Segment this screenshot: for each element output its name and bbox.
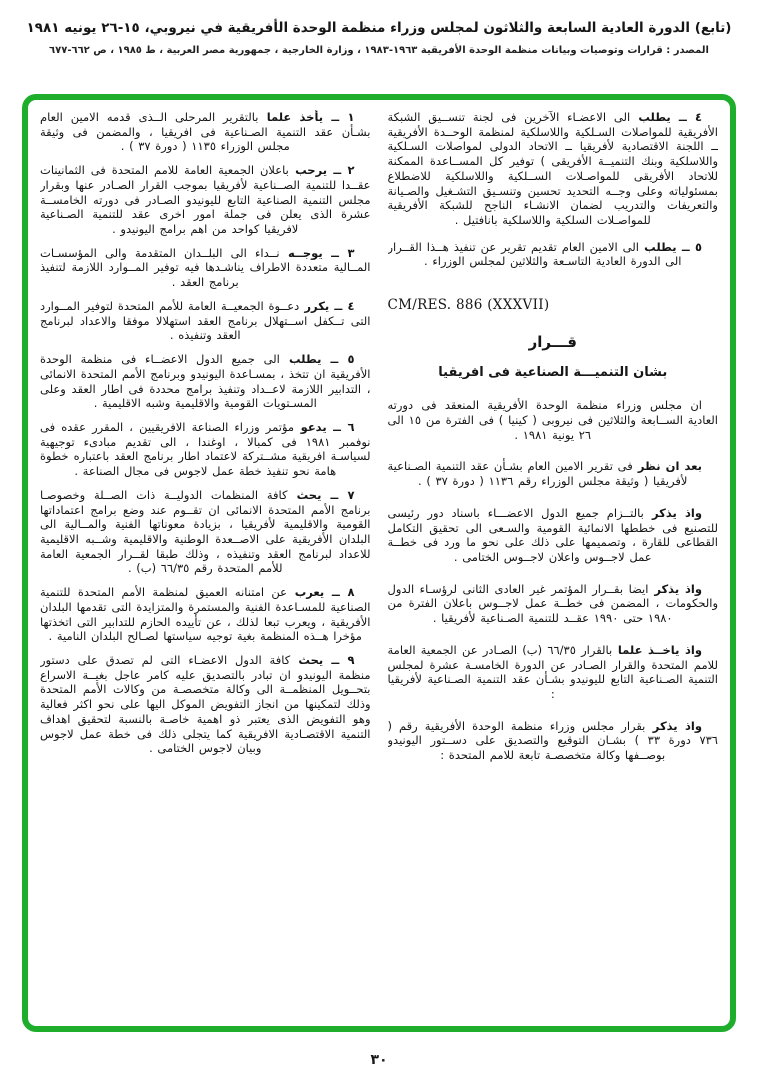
paragraph-9	[40, 653, 371, 756]
preamble-section	[388, 398, 719, 763]
paragraph-text: الى الامين العام تقديم تقرير عن تنفيذ هــذا القــرار الى الدورة العادية التاسـعة والثلاثين لمجلس الوزراء .	[387, 239, 682, 269]
paragraph-7	[40, 488, 371, 576]
paragraph-lead: ٧ ــ يحث	[296, 487, 355, 502]
header-source-line: المصدر : قرارات وتوصيات وبيانات منظمة الوحدة الأفريقية ١٩٦٣-١٩٨٣ ، وزارة الخارجية ، جمهورية مصر العربية ، ط ١٩٨٥ ، ص ٦٦٢-٦٧٧	[49, 45, 709, 56]
paragraph-lead: ١ ــ يأخذ علما	[266, 110, 355, 124]
paragraph-text: كافة المنظمات الدوليــة ذات الصــلة وخصوصـا برنامج الأمم المتحدة الانمائى ان تقــوم عند وضع برامج اعتماداتها القومية والاقليمية لأفريقيا ، بزيادة معوناتها الفنية والمــالية الى البلدان الأفريقية على الاصــعدة الوطنية والاقليمية وشــبه الاقليمية للاعداد لبرنامج العقد وتنفيذه ، وذلك طبقا لقــرار الجمعية العامة للأمم المتحدة رقم ٦٦/٣٥ (ب) .	[40, 487, 371, 576]
preamble-paragraph	[388, 582, 719, 626]
paragraph-text: بالتقرير المرحلى الــذى قدمه الامين العام بشـأن عقد التنمية الصـناعية فى افريقيا ، والمضمن فى وثيقة مجلس الوزراء ١١٣٥ ( دورة ٣٧ ) .	[40, 110, 371, 154]
paragraph-lead: ٢ ــ يرحب	[295, 163, 355, 178]
preamble-paragraph	[388, 398, 719, 442]
paragraph-1	[40, 110, 371, 154]
preamble-paragraph	[388, 643, 719, 702]
paragraph-text: عن امتنانه العميق لمنظمة الأمم المتحدة للتنمية الصناعية للمسـاعدة الفنية والمستمرة والمتزايدة التى تقدمها البلدان الأفريقية ، ويعرب تبعا لذلك ، عن تأييده الحازم للتدابير التى اتخذتها مؤخرا هــذه المنظمة بغية توجيه سياستها لصـالح البلدان النامية .	[40, 585, 371, 644]
paragraph-text: دعــوة الجمعيــة العامة للأمم المتحدة لتوفير المــوارد التى تــكفل اســتهلال برنامج العقد استهلالا موفقا والاعداد لبرنامج العقد وتنفيذه .	[40, 298, 371, 343]
paragraph-text: الى الاعضـاء الآخرين فى لجنة تنســيق الشبكة الأفريقية للمواصلات السـلكية واللاسلكية لمنظمة الوحــدة الأفريقية ــ اللجنة الاقتصادية لأفريقيا ــ الاتحاد الدولى لمواصلات السـلكية واللاسلكية وبنك التنميــة الأفريقى ) توفير كل المســاعدة الممكنة للاتحاد الأفريقى للمواصـلات الســلكية واللاسلكية للاضطلاع بمسئولياته وعلى وجــه التحديد تحسين وتنسـيق التشـغيل والصـيانة والتعريفات والتدريب لضمان الانشـاء الناجح للشبكة الأفريقية للمواصـلات السلكية واللاسلكية بانافتيل .	[387, 110, 718, 228]
column-right	[388, 110, 719, 1018]
paragraph-text: بقرار مجلس وزراء منظمة الوحدة الأفريقية رقم ( ٧٣٦ دورة ٣٣ ) بشـان التوقيع والتصديق على دســتور اليونيدو بوصــفها وكالة متخصصـة تابعة للامم المتحدة :	[387, 718, 718, 763]
column-left	[40, 110, 371, 1018]
paragraph-lead: ٣ ــ يوجــه	[288, 245, 355, 260]
paragraph-lead: ٥ ــ يطلب	[289, 352, 355, 367]
paragraph-text: باعلان الجمعية العامة للامم المتحدة فى الثمانينات عقــدا للتنمية الصــناعية لأفريقيا بموجب القرار الصـادر عنها وبقرار مجلس التنمية الصناعية التابع لليونيدو الصـادر فى دورته الخامســة عشرة الذى يعلن فى جملة امور اخرى عقد للتنمية الصـناعية لافريقيا كواحد من اهم برامج اليونيدو .	[40, 163, 371, 237]
paragraph-text: كافة الدول الاعضـاء التى لم تصدق على دستور منظمة اليونيدو ان تبادر بالتصديق عليه كامر عاجل بغيــة الاسراع بتحــويل المنظمــة الى وكالة متخصصـة من وكالات الأمم المتحدة وذلك لتمكينها من انجاز التفويض الموكل اليها على نحو اكثر فعالية وهو التفويض الذى يعتبر ذو اهمية خاصـة بالنسبة لتحقيق اهداف التنمية الاقتصـادية الافريقية كما يتجلى ذلك فى خطة عمل لاجوس وبيان لاجوس الختامى .	[40, 653, 371, 756]
paragraph-lead: بعد ان نظر	[637, 459, 702, 474]
preamble-paragraph	[388, 506, 719, 565]
header-session-title: (تابع) الدورة العادية السابعة والثلاثون لمجلس وزراء منظمة الوحدة الأفريقية في نيروبي، ١٥-٢٦ يونيه ١٩٨١	[26, 20, 732, 36]
resolution-title: قـــرار	[528, 333, 577, 352]
paragraph-6	[40, 420, 371, 479]
paragraph-4	[40, 299, 371, 343]
paragraph-3	[40, 246, 371, 290]
paragraph-lead: ٨ ــ يعرب	[294, 585, 355, 600]
page-header	[0, 20, 758, 56]
paragraph-text: ايضا بقــرار المؤتمر غير العادى الثانى لرؤسـاء الدول والحكومات ، المضمن فى خطــة عمل لاجــوس باعلان الفترة من ١٩٨٠ حتى ١٩٩٠ عقــد للتنمية الصـناعية لأفريقيا .	[387, 581, 718, 626]
preamble-paragraph	[388, 719, 719, 763]
paragraph-lead: ٤ ــ يكرر	[304, 298, 355, 313]
paragraph-text: فى تقرير الامين العام بشـأن عقد التنمية الصـناعية لأفريقيا ( وثيقة مجلس الوزراء رقم ١١٣٦ ( دورة ٣٧ ) .	[387, 459, 688, 489]
paragraph-5	[40, 352, 371, 411]
page-number: ٣٠	[370, 1052, 388, 1068]
paragraph-text: بالتــزام جميع الدول الاعضـــاء باسناد دور رئيسى للتصنيع فى خططها الانمائية القومية والسـعى الى تحقيق التكامل القطاعى للقارة ، وتصميمها على ذلك على نحو ما ورد فى خطــة عمل لاجــوس واعلان لاجــوس الختامى .	[387, 505, 718, 564]
text-columns	[40, 110, 718, 1018]
paragraph-text: الى جميع الدول الاعضــاء فى منظمة الوحدة الأفريقية ان تتخذ ، بمسـاعدة اليونيدو وبرنامج الأمم المتحدة الانمائى ، التدابير اللازمة لاعــداد وتنفيذ برامج محددة فى اطار العقد وعلى المسـتويات القومية والاقليمية وشبه الاقليمية .	[40, 352, 371, 411]
paragraph-text: بالقرار ٦٦/٣٥ (ب) الصـادر عن الجمعية العامة للامم المتحدة والقرار الصـادر عن الدورة الخامسـة عشرة لمجلس التنمية الصـناعية التابع لليونيدو بشـأن عقد التنمية الصـناعية لأفريقيا :	[387, 642, 718, 701]
paragraph-lead: واذ ياخــذ علما	[617, 642, 702, 657]
paragraph-lead: واذ يذكر	[654, 581, 702, 596]
paragraph-text: نــداء الى البلــدان المتقدمة والى المؤسسـات المــالية متعددة الاطراف يناشـدها فيه توفير المــوارد اللازمة لتنفيذ برنامج العقد .	[40, 245, 371, 290]
paragraph-text: مؤتمر وزراء الصناعة الافريقيين ، المقرر عقده فى نوفمبر ١٩٨١ فى كمبالا ، اوغندا ، الى تقديم مبادىء توجيهية لسياسـة افريقية مشــتركة لاعتماد اطار برنامج العقد باعتباره خطوة هامة نحو تنفيذ خطة عمل لاجوس فى مجال الصناعة .	[40, 419, 371, 479]
paragraph-op5	[388, 240, 719, 269]
paragraph-lead: ٥ ــ يطلب	[644, 239, 702, 254]
green-frame	[22, 94, 736, 1032]
paragraph-text: ان مجلس وزراء منظمة الوحدة الأفريقية المنعقد فى دورته العادية الســابعة والثلاثين فى نيروبى ( كينيا ) فى الفترة من ١٥ الى ٢٦ يونية ١٩٨١ .	[387, 398, 718, 442]
paragraph-lead: ٤ ــ يطلب	[638, 110, 702, 124]
paragraph-lead: ٩ ــ يحث	[298, 653, 355, 667]
paragraph-2	[40, 163, 371, 237]
preamble-paragraph	[388, 459, 719, 488]
resolution-code: CM/RES. 886 (XXXVII)	[387, 297, 550, 314]
paragraph-op4	[388, 110, 719, 228]
paragraph-lead: واذ يذكر	[652, 505, 702, 520]
paragraph-lead: واذ يذكر	[652, 718, 702, 733]
paragraph-8	[40, 585, 371, 644]
resolution-subtitle: بشان التنميـــة الصناعية فى افريقيا	[438, 365, 668, 381]
paragraph-lead: ٦ ــ يدعو	[300, 419, 355, 434]
